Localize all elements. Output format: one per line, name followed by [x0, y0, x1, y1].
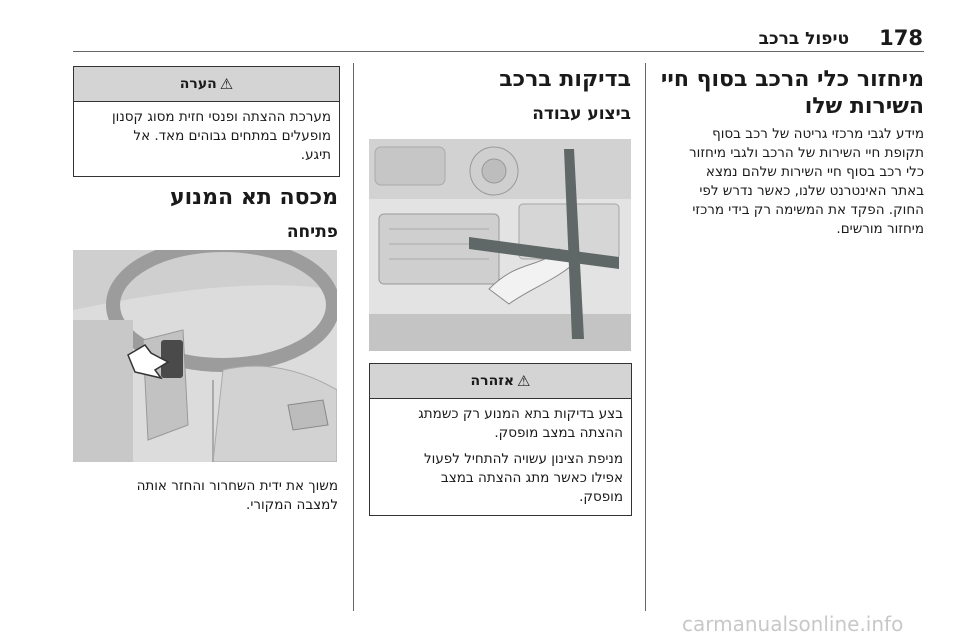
warning-label: אזהרה	[470, 373, 515, 389]
warning-line: ההצתה במצב מופסק.	[494, 425, 623, 441]
recycling-title-line2: השירות שלו	[804, 94, 924, 119]
warning-line: אפילו כאשר מתג ההצתה במצב	[440, 470, 623, 486]
recycling-line: באתר האינטרנט שלנו, כאשר נדרש לפי	[699, 183, 924, 199]
warning-triangle-icon: ⚠	[517, 372, 531, 390]
recycling-body	[652, 125, 924, 239]
warning-paragraph-2	[378, 450, 623, 507]
caution-line: תיגע.	[300, 147, 331, 163]
header-rule	[73, 51, 924, 52]
hood-release-illustration	[73, 250, 337, 462]
caution-line: מופעלים במתחים גבוהים מאד. אל	[133, 128, 331, 144]
caution-line: מערכת ההצתה ופנסי חזית מסוג קסנון	[112, 109, 331, 125]
warning-line: מניפת הצינון עשויה להתחיל לפעול	[424, 451, 623, 467]
page-number: 178	[879, 26, 923, 50]
section-title: טיפול ברכב	[758, 29, 849, 49]
watermark: carmanualsonline.info	[682, 612, 904, 636]
hood-line: משוך את ידית השחרור והחזר אותה	[136, 478, 338, 494]
hood-instructions	[73, 477, 338, 515]
column-divider-right	[645, 63, 646, 611]
recycling-line: מידע לגבי מרכזי גריטה של רכב בסוף	[712, 126, 924, 142]
recycling-title-line1: מיחזור כלי הרכב בסוף חיי	[660, 67, 924, 92]
warning-line: מופסק.	[579, 489, 623, 505]
vehicle-checks-title: בדיקות ברכב	[499, 67, 631, 92]
caution-box	[73, 66, 340, 177]
performing-work-subtitle: ביצוע עבודה	[532, 104, 631, 124]
warning-line: בצע בדיקות בתא המנוע רק כשמתג	[418, 406, 623, 422]
page-header	[73, 26, 923, 50]
caution-label: הערה	[179, 76, 217, 92]
vehicle-checks-section	[369, 66, 631, 125]
warning-triangle-icon: ⚠	[219, 75, 234, 93]
hood-section	[73, 184, 338, 243]
warning-body	[370, 399, 631, 520]
caution-body	[74, 102, 339, 171]
warning-header	[370, 364, 631, 399]
opening-subtitle: פתיחה	[286, 222, 338, 242]
caution-header	[74, 67, 339, 102]
hood-line: למצבה המקורי.	[246, 497, 338, 513]
column-divider-left	[353, 63, 354, 611]
recycling-line: כלי רכב בסוף חיי השירות שלהם נמצא	[705, 164, 924, 180]
hood-title: מכסה תא המנוע	[169, 185, 338, 210]
recycling-section	[652, 66, 924, 239]
recycling-line: מיחזור מורשים.	[836, 221, 924, 237]
warning-paragraph-1	[378, 405, 623, 443]
engine-bay-svg	[369, 139, 631, 351]
hood-release-svg	[73, 250, 337, 462]
warning-box	[369, 363, 632, 516]
engine-bay-illustration	[369, 139, 631, 351]
recycling-line: החוק. הפקד את המשימה רק בידי מרכזי	[692, 202, 924, 218]
recycling-line: תקופת חיי השירות של הרכב ולגבי מיחזור	[689, 145, 924, 161]
